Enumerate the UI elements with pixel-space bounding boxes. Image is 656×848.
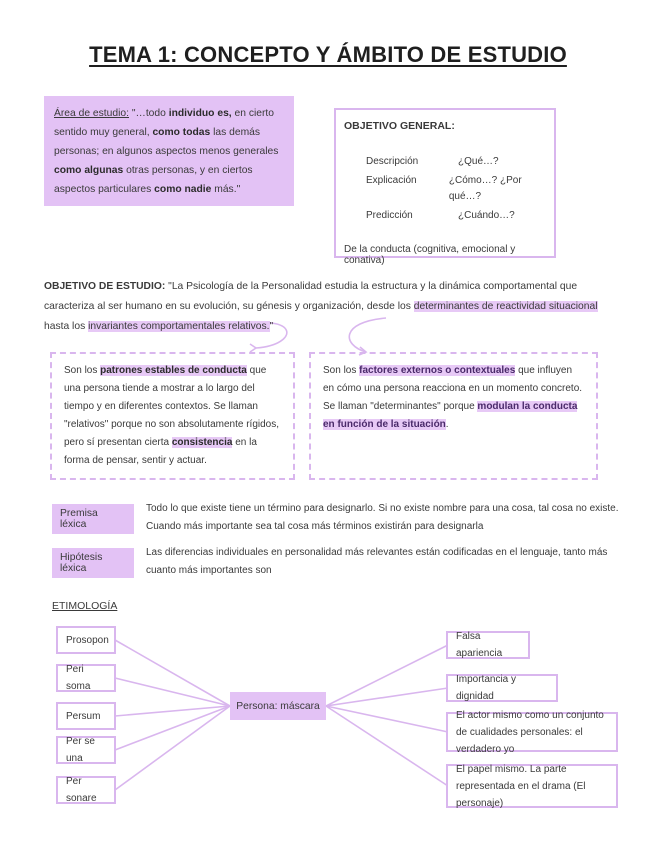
area-de-estudio-box: Área de estudio: "…todo individuo es, en cierto sentido muy general, como todas las demás personas; en algunos aspectos menos generales como algunas otras personas, y en ciertos aspectos particulares como nadie más."	[44, 96, 294, 206]
objetivo-row: Predicción ¿Cuándo…?	[366, 210, 515, 221]
page-title: TEMA 1: CONCEPTO Y ÁMBITO DE ESTUDIO	[89, 42, 567, 67]
objetivo-general-footer: De la conducta (cognitiva, emocional y conativa)	[344, 244, 516, 266]
objetivo-de-estudio: OBJETIVO DE ESTUDIO: "La Psicología de la Personalidad estudia la estructura y la dinámica comportamental que caracteriza al ser humano en su evolución, su génesis y organización, desde los determinantes de reactividad situacional hasta los invariantes comportamentales relativos."	[44, 281, 598, 332]
highlight-invariantes: invariantes comportamentales relativos.	[88, 321, 270, 332]
etimologia-left-node: Per se una	[56, 736, 116, 764]
etimologia-right-node: El papel mismo. La parte representada en el drama (El personaje)	[446, 764, 618, 808]
determinantes-box: Son los factores externos o contextuales que influyen en cómo una persona reacciona en un momento concreto. Se llaman "determinantes" porque modulan la conducta en función de la situación.	[309, 352, 598, 480]
etimologia-right-node: Importancia y dignidad	[446, 674, 558, 702]
objetivo-row: Explicación ¿Cómo…? ¿Por qué…?	[366, 175, 522, 202]
objetivo-estudio-label: OBJETIVO DE ESTUDIO:	[44, 281, 166, 292]
objetivo-general-box	[334, 108, 556, 266]
hipotesis-lexica-text: Las diferencias individuales en personalidad más relevantes están codificadas en el lenguaje, tanto más cuanto más importantes son	[146, 547, 608, 576]
hipotesis-lexica-tag: Hipótesis léxica	[52, 548, 134, 578]
etimologia-right-node: El actor mismo como un conjunto de cualidades personales: el verdadero yo	[446, 712, 618, 752]
invariantes-box: Son los patrones estables de conducta que una persona tiende a mostrar a lo largo del tiempo y en diferentes contextos. Se llaman "relativos" porque no son absolutamente rígidos, pero sí presentan cierta consistencia en la forma de pensar, sentir y actuar.	[50, 352, 295, 480]
objetivo-general-heading: OBJETIVO GENERAL:	[344, 120, 455, 132]
etimologia-left-node: Peri soma	[56, 664, 116, 692]
etimologia-right-node: Falsa apariencia	[446, 631, 530, 659]
etimologia-left-node: Per sonare	[56, 776, 116, 804]
highlight-determinantes: determinantes de reactividad situacional	[413, 301, 598, 312]
etimologia-left-node: Persum	[56, 702, 116, 730]
etimologia-center-node: Persona: máscara	[230, 692, 326, 720]
etimologia-left-node: Prosopon	[56, 626, 116, 654]
area-label: Área de estudio:	[54, 108, 129, 119]
premisa-lexica-text: Todo lo que existe tiene un término para designarlo. Si no existe nombre para una cosa, tal cosa no existe. Cuando más importante sea tal cosa más términos existirán para designarla	[146, 503, 619, 532]
objetivo-row: Descripción ¿Qué…?	[366, 156, 499, 167]
etimologia-heading: ETIMOLOGÍA	[52, 600, 118, 612]
premisa-lexica-tag: Premisa léxica	[52, 504, 134, 534]
